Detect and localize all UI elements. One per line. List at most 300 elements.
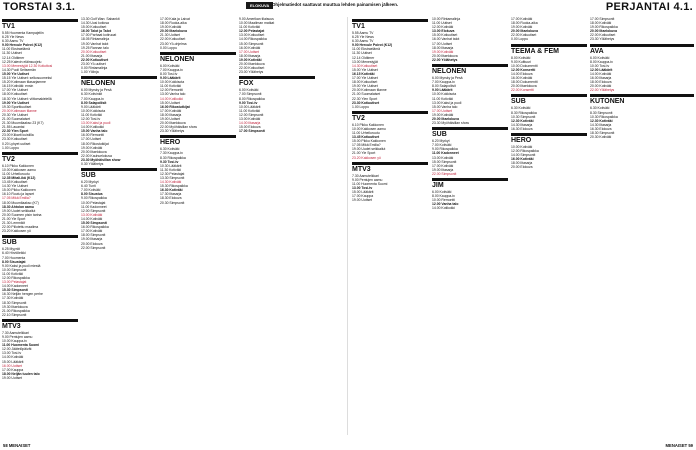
programme-row: 21.00 Iltasarja <box>81 53 103 58</box>
programme-row: 14.30 Kotiuutiset <box>352 63 378 68</box>
programme-row: 19.00 Kotiväki <box>160 25 182 30</box>
programme-row: 9.00 Kaksi ja puoli miestä <box>2 263 41 268</box>
programme-row: 15.30 Simpsonit <box>2 288 28 293</box>
programme-row: 21.00 Suomalaiset <box>352 92 381 97</box>
programme-row: 17.00 Uutiset <box>81 137 101 142</box>
programme-row: 0.00 Loppu <box>511 37 528 42</box>
programme-row: 19.00 Iltasarja <box>432 167 454 172</box>
programme-row: 12.00 Pelastajat <box>239 29 265 34</box>
programme-row: 22.30 Ylen Sport <box>2 129 29 134</box>
programme-row: 12.00 Vanha talo <box>432 202 459 207</box>
programme-row: 9.00 Pentujen aamu <box>352 177 383 182</box>
programme-row: 13.00 Kotiuutiset <box>239 33 265 38</box>
programme-row: 18.00 Rikostutkijat <box>81 141 109 146</box>
programme-row: 22.00 Yölähetys <box>590 88 615 93</box>
programme-row: 11.00 Kotiväki <box>160 84 182 89</box>
programme-row: 16.00 Vanhat talot <box>432 37 460 42</box>
programme-row: 22.00 Kauhuelokuva <box>81 153 112 158</box>
programme-row: 13.00 Elokuva <box>432 29 455 34</box>
programme-row: 16.15 Kotiväki <box>352 71 375 76</box>
programme-row: 10.00 Dokumentti <box>511 63 538 68</box>
programme-list <box>2 247 78 317</box>
programme-row: 15.00 Simpsonit <box>432 159 457 164</box>
programme-row: 17.00 Yle Uutiset <box>352 76 378 81</box>
programme-row: 6.10 Pikku Kakkonen <box>2 163 34 168</box>
programme-row: 15.00 Yle Uutiset <box>2 71 29 76</box>
programme-row: 13.00 Kotiväki <box>432 155 454 160</box>
programme-row: 21.00 Yle Sport <box>2 216 26 221</box>
programme-row: 20.00 Elokuva <box>511 165 533 170</box>
programme-row: 19.00 Uudet seikkailut <box>352 147 386 152</box>
programme-row: 21.00 Yle Sport <box>352 151 376 156</box>
programme-row: 15.00 Simpsonit <box>81 221 107 226</box>
programme-row: 14.30 Iltasarja <box>590 122 612 127</box>
programme-row: 20.00 Iltaelokuva <box>511 29 538 34</box>
programme-row: 22.00 Kotiuutiset <box>160 37 186 42</box>
programme-row: 20.00 Iltaelokuva <box>590 29 617 34</box>
channel-heading: AVA <box>590 44 694 56</box>
programme-row: 12.00 Simpsonit <box>239 112 264 117</box>
programme-row: 17.00 Uutiset <box>432 41 452 46</box>
programme-list <box>352 123 428 160</box>
programme-row: 20.00 Iltaelokuva <box>239 62 265 67</box>
programme-row: 19.25 Rannan talo <box>81 45 109 50</box>
programme-row: 17.00 Kotiväki <box>81 229 103 234</box>
programme-row: 15.00 Vanha talo <box>81 129 108 134</box>
programme-row: 23.30 Yölähetys <box>590 37 615 42</box>
programme-row: 17.00 Kala ja Laivat <box>160 17 190 21</box>
programme-row: 7.00 Huomenta <box>2 255 26 260</box>
programme-row: 16.00 Kotiväki <box>511 157 534 162</box>
programme-row: 15.00 Simpsonit <box>239 41 264 46</box>
programme-row: 16.00 Uutiset <box>2 363 22 368</box>
programme-row: 11.00 Ekstraelämä <box>352 47 381 52</box>
programme-row: 22.00 Simpsonit <box>432 171 457 176</box>
programme-row: 15.00 Kotiuutiset <box>81 25 107 30</box>
programme-row: 18.00 Neljän tuulen talo <box>2 371 40 376</box>
programme-row: 13.45 Kotiuutiset <box>352 135 380 140</box>
programme-row: 19.00 Kotiväki <box>432 49 454 54</box>
programme-row: 20.00 Iltaelokuva <box>81 149 107 154</box>
programme-row: 10.30 Lääkärit <box>160 163 182 168</box>
programme-row: 16.00 Rikospaikka <box>81 225 109 230</box>
programme-row: 19.00 Iltasarja <box>81 237 103 242</box>
programme-row: 12.14 Oldtimer <box>352 55 375 60</box>
programme-row: 0.00 Loppu <box>160 45 177 50</box>
listing-column-3 <box>160 17 236 437</box>
programme-row: 10.00 Rintamalinja <box>432 17 461 21</box>
programme-row: 23.00 Yö-uutiset <box>81 62 106 67</box>
programme-list <box>432 190 508 210</box>
programme-row: 20.00 Iltaelokuva <box>432 53 458 58</box>
programme-row: 7.30 Aamutelkkari <box>352 173 379 178</box>
programme-row: 16.30 Elokuva <box>511 126 533 131</box>
programme-row: 23.00 Kiikarit kuistilla <box>2 133 34 138</box>
programme-row: 14.00 Kotiväki <box>2 355 24 360</box>
programme-row: 12.14 Oldtimer <box>2 55 25 60</box>
programme-row: 17.00 Yle Uutiset <box>2 88 28 93</box>
programme-list <box>81 180 157 250</box>
programme-row: 15.00 Pikku Kakkonen <box>2 188 36 193</box>
programme-row: 20.00 Kotiuutiset <box>81 49 107 54</box>
programme-row: 19.00 Uutiset <box>2 375 22 380</box>
programme-row: 17.00 Kauppa <box>2 367 24 372</box>
listing-column-2 <box>81 17 157 437</box>
programme-row: 9.00 Rikospaikka <box>432 147 458 152</box>
programme-row: 18.00 Iltasarja <box>432 45 454 50</box>
programme-row: 19.00 Kotiväki <box>432 112 454 117</box>
programme-row: 11.00 Ekstraelämä <box>2 47 31 52</box>
programme-row: 22.00 Kotiuutiset <box>590 33 616 38</box>
programme-row: 7.00 Kauppa-tv <box>432 80 455 85</box>
programme-row: 14.00 Kotikokki <box>160 96 183 101</box>
programme-row: 12.00 Konsertti <box>511 67 536 72</box>
programme-row: 6.00 Kotiväki <box>160 63 180 68</box>
programme-row: 11.00 Urheiluruutu <box>2 171 30 176</box>
programme-row: 0.30 Yölähetys <box>81 162 104 166</box>
programme-row: 10.00 Lääkärit <box>239 104 261 109</box>
programme-row: 11.00 Kotiväki <box>432 96 454 101</box>
programme-row: 12.00 Rikospaikka <box>511 149 539 154</box>
programme-row: 22.00 Kotiuutiset <box>511 33 537 38</box>
programme-row: 10.00 Kokkisota <box>160 80 185 85</box>
programme-row: 6.40 Tunti <box>81 184 96 189</box>
programme-row: 13.00 Tosi-tv <box>352 185 373 190</box>
page-footer <box>0 440 696 448</box>
right-page-number: MENAISET 59 <box>665 443 693 448</box>
programme-row: 18.00 Simpsonit <box>81 233 106 238</box>
channel-heading: HERO <box>160 135 236 147</box>
programme-row: 1.00 Loppu <box>2 145 19 150</box>
programme-row: 18.00 Muumilaakso (K7) <box>2 200 39 205</box>
programme-row: 12.00 Tosi-tv <box>81 116 101 121</box>
programme-row: 7.00 Kauppa-tv <box>160 67 183 72</box>
programme-row: 11.00 Huomenta Suomi <box>352 181 388 186</box>
programme-row: 7.00 Kauppa-tv <box>81 96 104 101</box>
programme-row: 21.00 Suomalaiset <box>2 116 31 121</box>
programme-row: 0.20 Lyhyet uutiset <box>2 141 31 146</box>
programme-row: 23.30 Myöhäisillan show <box>81 157 121 162</box>
programme-row: 10.00 Pelastajat <box>81 200 106 205</box>
page-header <box>0 0 696 14</box>
programme-row: 11.00 Kotiväki <box>239 108 261 113</box>
programme-row: 11.30 Uutiset <box>2 51 22 56</box>
programme-row: 20.00 Kotimaan tilanne <box>2 108 37 113</box>
programme-row: 7.30 Kauppa-tv <box>160 151 183 156</box>
programme-row: 13.00 Kaksi ja puoli <box>81 121 111 126</box>
programme-row: 8.00 Sisustus <box>81 192 103 197</box>
programme-row: 9.00 Kulttuuri <box>511 59 531 64</box>
programme-row: 18.30 Simpsonit <box>590 130 615 135</box>
channel-heading: NELONEN <box>432 64 508 76</box>
programme-row: 16.00 Kotiväki <box>239 45 261 50</box>
programme-row: 8.30 Rikospaikka <box>511 110 537 115</box>
programme-row: 17.00 Kotiväki <box>160 108 182 113</box>
programme-list <box>81 88 157 166</box>
programme-row: 18.00 Kotiuutiset <box>2 92 28 97</box>
programme-row: 19.00 Kotiväki <box>239 57 262 62</box>
programme-row: 9.00 Lääkärit <box>81 104 101 109</box>
programme-row: 11.00 Huomenta Suomi <box>2 343 40 348</box>
tv-listings-spread <box>0 17 696 437</box>
programme-row: 19.00 Yle Uutiset <box>352 84 378 89</box>
programme-row: 18.00 Iltasarja <box>511 161 533 166</box>
programme-row: 6.30 Kotiväki <box>160 147 180 152</box>
programme-row: 17.00 Kotiväki <box>432 163 454 168</box>
programme-row: 13.00 Pelastajat <box>2 280 27 285</box>
programme-row: 18.30 Elokuva <box>160 196 182 201</box>
programme-row: 17.00 Uutiset <box>239 49 259 54</box>
channel-heading: TV2 <box>2 152 78 164</box>
channel-heading: SUB <box>2 235 78 247</box>
programme-row: 16.00 Remontti <box>81 133 104 138</box>
programme-row: 21.00 Rikospaikka <box>2 308 30 313</box>
programme-row: 8.00 Kotiväki <box>511 55 531 60</box>
programme-row: 10.30 Simpsonit <box>511 114 536 119</box>
programme-row: 16.30 Kotiväki <box>160 188 183 193</box>
programme-row: 9.00 Hercule Poirot (K12) <box>2 43 43 48</box>
programme-row: 18.30 Ahtolon aamu <box>2 204 34 209</box>
programme-row: 21.55 Lauantai <box>2 125 25 130</box>
programme-row: 12.00 Kotiväki <box>432 25 454 30</box>
programme-row: 14.00 Simpsonit <box>511 153 536 158</box>
programme-row: 19.00 Rikospaikka <box>590 25 618 30</box>
channel-heading: KUTONEN <box>590 94 694 106</box>
programme-row: 7.00 Kotiväki <box>81 188 101 193</box>
left-day-heading: TORSTAI 3.1. <box>3 1 76 13</box>
channel-heading: SUB <box>432 127 508 139</box>
programme-row: 9.00 Pentujen aamu <box>2 335 33 339</box>
channel-heading: HERO <box>511 133 587 145</box>
programme-row: 22.00 Kotiuutiset <box>239 66 265 71</box>
programme-row: 10.00 Kauppa-tv <box>2 339 27 344</box>
right-day-heading: PERJANTAI 4.1. <box>605 1 693 13</box>
programme-row: 8.00 Rikospaikka <box>239 96 265 101</box>
programme-row: 22.10 Simpsonit <box>2 312 27 317</box>
programme-row: 6.30 Kotiväki <box>511 106 531 111</box>
listing-column-8 <box>590 17 694 437</box>
programme-row: 15.00 Uutiset <box>160 100 180 105</box>
programme-list <box>2 31 78 150</box>
programme-list <box>2 331 78 380</box>
programme-row: 13.00 Kotiväki <box>239 116 261 121</box>
programme-row: 17.00 Simpsonit <box>590 17 615 21</box>
programme-row: 12.00 Remontti <box>160 88 183 93</box>
channel-heading: TV1 <box>352 19 428 31</box>
programme-row: 18.00 Kotiuutiset <box>352 80 378 85</box>
programme-list <box>511 106 587 131</box>
programme-row: 14.00 Kotikokki <box>432 206 455 211</box>
programme-row: 18.00 Kotiväki <box>590 21 612 26</box>
programme-row: 6.30 Kotivinkit <box>81 92 103 97</box>
programme-row: 8.00 Salapoliisit <box>81 100 107 105</box>
programme-row: 18.00 Ruoka-aika <box>160 21 187 26</box>
programme-row: 20.30 Yle Uutiset <box>2 112 28 117</box>
programme-row: 13.00 Menestyjät 12.30 Kotiuttosi <box>2 63 53 68</box>
disclaimer-text: Ohjelmatiedot saattavat muuttua lehden painamisen jälkeen. <box>272 2 399 7</box>
programme-row: 14.00 Kotikokki <box>81 125 104 130</box>
programme-row: 12.00 Rikospaikka <box>2 275 30 280</box>
programme-row: 18.00 Iltasarja <box>239 53 261 58</box>
programme-row: 18.30 Yle Uutiset: viittomakielellä <box>2 96 52 101</box>
programme-row: 20.00 Iltaelokuva <box>160 29 187 34</box>
programme-row: 19.00 Yle Uutiset <box>2 100 29 105</box>
programme-row: 7.30 Aamutelkkari <box>2 330 29 335</box>
programme-row: 20.30 Simpsonit <box>160 200 185 205</box>
programme-row: 12.35 Mitali-ikä (K12) <box>2 176 36 180</box>
programme-row: 8.00 Tosi-tv <box>160 71 178 76</box>
programme-list <box>511 56 587 93</box>
programme-row: 10.00 Kokkisota <box>432 92 457 97</box>
programme-row: 16.30 Neljän hengen perhe <box>2 292 43 297</box>
programme-row: 14.00 Iltasarja <box>239 121 261 126</box>
programme-row: 10.00 Kotiväki <box>511 144 533 149</box>
programme-row: 6.00 Kotiväki <box>239 88 259 93</box>
programme-row: 13.45 Kotiuutiset <box>2 180 28 185</box>
channel-heading: TV2 <box>352 111 428 123</box>
programme-row: 10.00 Kakkosen aamu <box>2 167 36 172</box>
programme-row: 21.30 Lemmikit <box>2 221 25 226</box>
programme-row: 14.30 Uusi kotiosa <box>81 21 109 26</box>
programme-row: 6.30 Aamu TV <box>352 39 374 44</box>
programme-row: 14.00 Elokuva <box>511 71 533 76</box>
programme-row: 20.30 Kotiväki <box>590 135 612 140</box>
programme-row: 6.20 Myrkyt <box>432 139 450 144</box>
programme-row: 17.00 Simpsonit <box>239 129 265 134</box>
programme-row: 10.00 Kakkosen aamu <box>352 126 386 131</box>
programme-row: 15.15 Yle Uutiset: selkosuomeksi <box>2 76 52 81</box>
programme-row: 9.00 Tosi-tv <box>239 100 258 105</box>
programme-list <box>432 76 508 125</box>
programme-row: 6.10 Pikku Kakkonen <box>352 122 384 127</box>
programme-row: 18.00 Elokuva <box>590 80 612 85</box>
programme-row: 9.30 Tosi-tv <box>160 159 179 164</box>
programme-row: 22.00 Myöhäisillan show <box>160 125 197 130</box>
programme-row: 9.00 Rikospaikka <box>81 196 107 201</box>
programme-row: 23.00 Yö-ohjelma <box>160 41 187 46</box>
programme-row: 20.00 Elokuva <box>81 241 103 246</box>
programme-row: 17.05 Mikä Emilia? <box>352 143 381 148</box>
programme-row: 7.00 Kotiväki <box>432 143 452 148</box>
programme-list <box>590 56 694 93</box>
programme-row: 20.00 Iltaelokuva <box>511 84 537 89</box>
programme-row: 18.00 Iltasarja <box>160 112 182 117</box>
programme-list <box>432 17 508 62</box>
programme-row: 11.30 Uutiset <box>352 51 372 56</box>
programme-row: 13.30 Golf Wan: Sabankit <box>81 17 120 21</box>
category-badge: ELOKUVA <box>246 2 273 9</box>
programme-list <box>239 17 315 74</box>
programme-row: 16.00 Kotiväki <box>511 76 533 81</box>
programme-row: 22.00 Kotiuutiset <box>81 57 109 62</box>
programme-row: 8.00 Kauppa-tv <box>590 59 613 64</box>
programme-row: 6.20 Myrkyt <box>81 180 99 185</box>
programme-row: 5.55 Aamu TV <box>352 31 374 35</box>
channel-heading: SUB <box>81 168 157 180</box>
programme-row: 6.25 Myyrät <box>2 247 20 252</box>
programme-row: 14.00 Kadonneet <box>2 284 28 289</box>
programme-list <box>352 31 428 109</box>
programme-row: 9.00 Lääkärit <box>432 88 453 93</box>
programme-row: 19.00 Kotiväki <box>81 145 103 150</box>
programme-row: 12.30 Kotiväki <box>590 118 613 123</box>
programme-row: 11.00 Uutiset <box>432 21 452 26</box>
programme-row: 1.00 Loppu <box>352 104 369 109</box>
programme-row: 22.30 Ylen Sport <box>352 96 378 101</box>
programme-row: 14.30 Yle Uutiset <box>2 184 28 189</box>
programme-row: 19.00 Kotiväki <box>511 25 533 30</box>
programme-list <box>590 106 694 139</box>
programme-row: 22.00 Yölähetys <box>432 57 458 62</box>
programme-row: 0.00 Rintamalinja <box>81 66 108 71</box>
programme-row: 13.00 Kotiväki <box>81 212 103 217</box>
programme-row: 15.00 Lääkärit <box>352 190 374 194</box>
programme-row: 5.55 Huomenta Kampajeliin <box>2 31 44 35</box>
programme-row: 22.00 Simpsonit <box>81 245 106 250</box>
programme-row: 23.30 Kotiuutiset <box>352 100 380 105</box>
programme-row: 11.00 Kadonneet <box>432 151 459 156</box>
listing-column-5 <box>352 17 428 437</box>
channel-heading: MTV3 <box>2 319 78 331</box>
programme-row: 20.00 Suomen pisin tarina <box>2 212 42 217</box>
programme-row: 6.00 Myrsky ja Pesä <box>81 88 112 93</box>
programme-row: 6.25 Yle News <box>352 35 374 40</box>
programme-row: 8.30 Simpsonit <box>590 110 613 115</box>
programme-row: 18.00 Dokumentti <box>511 80 538 85</box>
programme-row: 6.30 Kotiväki <box>590 106 610 111</box>
programme-row: 6.00 Kotiväki <box>432 190 452 194</box>
programme-row: 13.30 Simpsonit <box>160 176 185 180</box>
left-page-number: 58 MENAISET <box>3 443 31 448</box>
programme-row: 13.00 Menestyjät <box>352 59 378 64</box>
programme-row: 6.25 Yle News <box>2 35 24 40</box>
programme-row: 17.30 Kotiväki <box>2 296 24 301</box>
programme-list <box>160 147 236 204</box>
programme-row: 15.00 Elokuva <box>239 125 261 130</box>
programme-row: 14.00 Rikospaikka <box>239 37 267 42</box>
programme-list <box>590 17 694 42</box>
channel-heading: JIM <box>432 178 508 190</box>
programme-row: 15.30 Rikospaikka <box>160 184 188 189</box>
programme-row: 23.00 Yölähetys <box>239 70 264 75</box>
programme-row: 15.00 Yle Uutiset <box>352 67 378 72</box>
programme-row: 16.00 Iltasarja <box>590 76 612 81</box>
listing-column-4 <box>239 17 315 437</box>
programme-row: 16.30 Elokuva <box>590 126 612 131</box>
programme-row: 11.30 Kotiväki <box>160 167 182 172</box>
programme-row: 14.30 Iltasarja <box>511 122 533 127</box>
programme-row: 15.00 Vanha talo <box>432 104 458 109</box>
programme-list <box>160 64 236 134</box>
programme-row: 12.00 Simpsonit <box>81 208 106 213</box>
programme-row: 14.00 Kotiväki <box>590 71 612 76</box>
channel-heading: FOX <box>239 76 315 88</box>
programme-row: 19.00 Uudet seikkailut <box>2 208 36 213</box>
programme-row: 6.00 Myrsky ja Pesä <box>432 76 463 81</box>
channel-heading: NELONEN <box>81 76 157 88</box>
programme-row: 23.30 Yölähetys <box>160 129 185 134</box>
programme-row: 7.00 Simpsonit <box>239 92 262 97</box>
programme-row: 20.00 Kotiväki <box>590 84 612 89</box>
programme-row: 6.30 Aamu TV <box>2 39 24 44</box>
programme-row: 11.00 Kotiväki <box>239 25 261 30</box>
programme-row: 13.00 Kaksi ja puoli <box>432 100 462 105</box>
channel-heading: TEEMA & FEM <box>511 44 587 56</box>
programme-row: 10.00 Simpsonit <box>2 267 27 272</box>
programme-row: 11.00 Urheiluruutu <box>352 130 380 135</box>
programme-row: 6.40 Hirviöleikki <box>2 251 26 256</box>
programme-row: 19.30 Iltaelokuva <box>2 304 28 309</box>
